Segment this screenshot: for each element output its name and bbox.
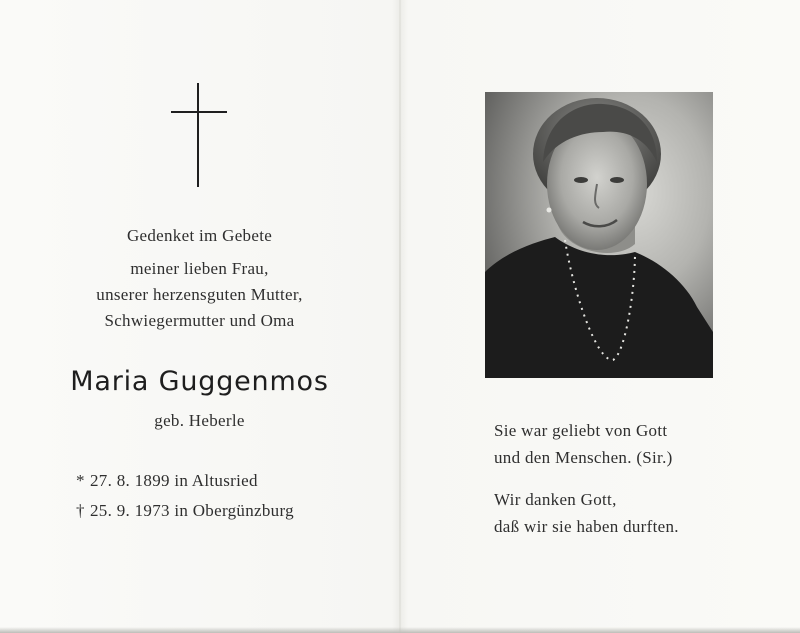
intro-text: Gedenket im Gebete [126,226,273,245]
death-cross-icon: † [76,501,85,520]
birth-date-text: 27. 8. 1899 in Altusried [90,471,258,490]
death-date [76,501,294,521]
birth-date [76,471,258,491]
maiden-name: geb. Heberle [154,411,245,430]
thanks-line-1: Wir danken Gott, [494,490,617,509]
death-date-text: 25. 9. 1973 in Obergünzburg [90,501,294,520]
quote-line-2: und den Menschen. (Sir.) [494,448,673,467]
deceased-name: Maria Guggenmos [70,366,329,397]
dedication-line-1: meiner lieben Frau, [130,259,269,278]
portrait-photo [485,92,713,378]
quote-line-1: Sie war geliebt von Gott [494,421,668,440]
left-panel [0,0,399,633]
cross-icon [171,83,227,187]
birth-star-icon: * [76,471,85,490]
right-panel [401,0,800,633]
dedication-line-2: unserer herzensguten Mutter, [96,285,303,304]
dedication-line-3: Schwiegermutter und Oma [104,311,295,330]
thanks-line-2: daß wir sie haben durften. [494,517,679,536]
